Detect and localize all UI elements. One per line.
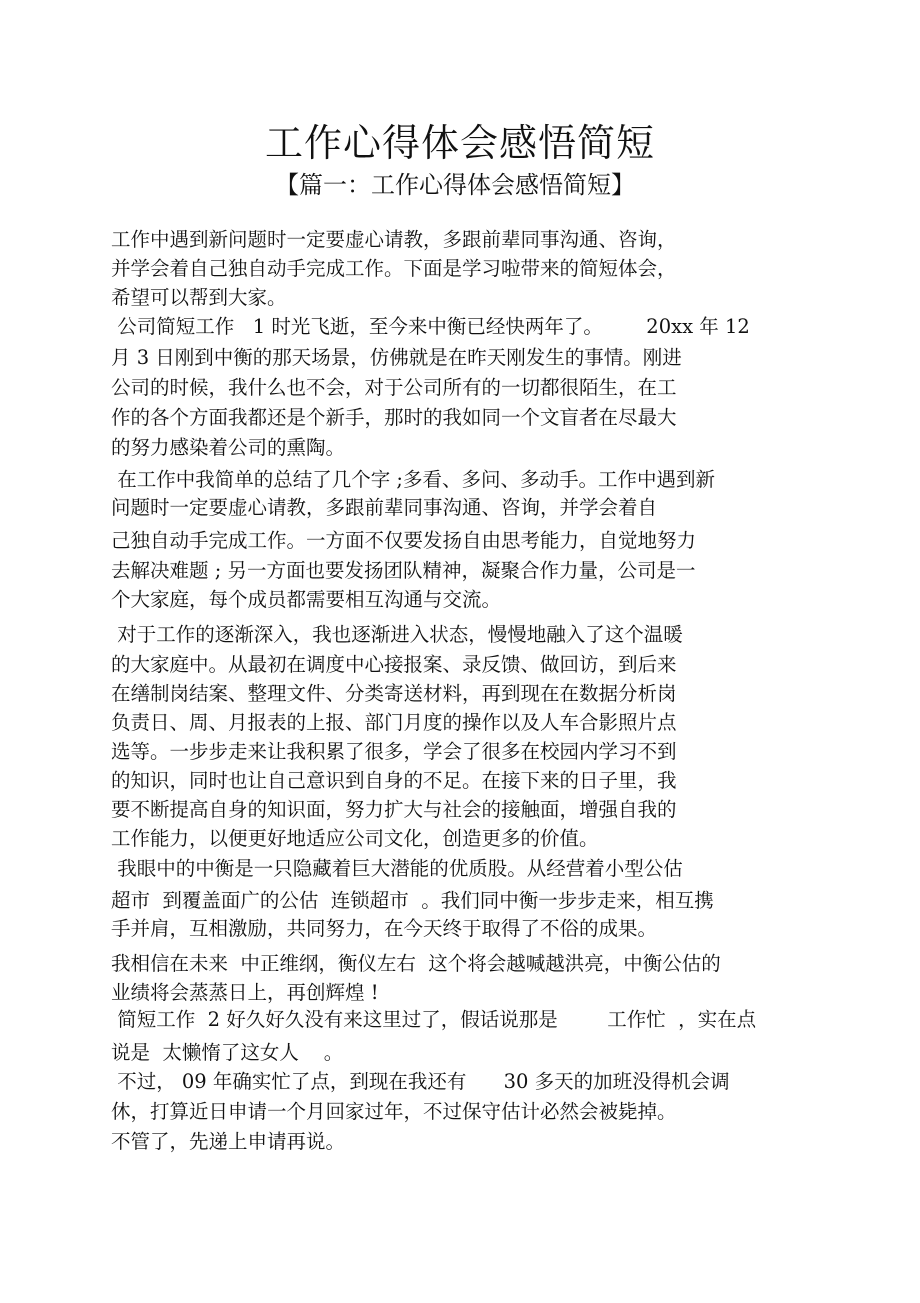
paragraph-line: 希望可以帮到大家。 — [111, 286, 287, 309]
paragraph-line: 工作能力，以便更好地适应公司文化，创造更多的价值。 — [111, 827, 599, 850]
paragraph-line: 去解决难题 ; 另一方面也要发扬团队精神，凝聚合作力量，公司是一 — [111, 559, 696, 582]
paragraph-line: 的大家庭中。从最初在调度中心接报案、录反馈、做回访，到后来 — [111, 653, 677, 676]
paragraph-line: 在工作中我简单的总结了几个字 ;多看、多问、多动手。工作中遇到新 — [111, 468, 715, 491]
paragraph-line: 工作中遇到新问题时一定要虚心请教，多跟前辈同事沟通、咨询， — [111, 228, 677, 251]
paragraph-line: 个大家庭，每个成员都需要相互沟通与交流。 — [111, 588, 502, 611]
paragraph-line: 并学会着自己独自动手完成工作。下面是学习啦带来的简短体会， — [111, 257, 677, 280]
paragraph-line: 问题时一定要虚心请教，多跟前辈同事沟通、咨询，并学会着自 — [111, 496, 658, 519]
paragraph-line: 要不断提高自身的知识面，努力扩大与社会的接触面，增强自我的 — [111, 798, 677, 821]
paragraph-line: 的知识，同时也让自己意识到自身的不足。在接下来的日子里，我 — [111, 769, 677, 792]
paragraph-line: 我眼中的中衡是一只隐藏着巨大潜能的优质股。从经营着小型公估 — [111, 857, 683, 880]
paragraph-line: 在缮制岗结案、整理文件、分类寄送材料，再到现在在数据分析岗 — [111, 682, 677, 705]
paragraph-line: 负责日、周、月报表的上报、部门月度的操作以及人车合影照片点 — [111, 711, 677, 734]
paragraph-line: 公司简短工作 1 时光飞逝，至今来中衡已经快两年了。 20xx 年 12 — [111, 315, 750, 338]
paragraph-line: 我相信在未来 中正维纲，衡仪左右 这个将会越喊越洪亮，中衡公估的 — [111, 952, 721, 975]
paragraph-line: 说是 太懒惰了这女人 。 — [111, 1041, 344, 1064]
paragraph-line: 公司的时候，我什么也不会，对于公司所有的一切都很陌生，在工 — [111, 376, 677, 399]
document-title: 工作心得体会感悟简短 — [264, 121, 655, 165]
paragraph-line: 手并肩，互相激励，共同努力，在今天终于取得了不俗的成果。 — [111, 917, 658, 940]
paragraph-line: 业绩将会蒸蒸日上，再创辉煌 ! — [111, 981, 379, 1004]
paragraph-line: 简短工作 2 好久好久没有来这里过了，假话说那是 工作忙 ，实在点 — [111, 1008, 757, 1031]
paragraph-line: 选等。一步步走来让我积累了很多，学会了很多在校园内学习不到 — [111, 740, 677, 763]
paragraph-line: 休，打算近日申请一个月回家过年，不过保守估计必然会被毙掉。 — [111, 1100, 677, 1123]
paragraph-line: 作的各个方面我都还是个新手，那时的我如同一个文盲者在尽最大 — [111, 406, 677, 429]
document-subtitle: 【篇一：工作心得体会感悟简短】 — [275, 171, 635, 199]
paragraph-line: 己独自动手完成工作。一方面不仅要发扬自由思考能力，自觉地努力 — [111, 529, 697, 552]
paragraph-line: 的努力感染着公司的熏陶。 — [111, 436, 346, 459]
paragraph-line: 不过， 09 年确实忙了点，到现在我还有 30 多天的加班没得机会调 — [111, 1070, 730, 1093]
paragraph-line: 月 3 日刚到中衡的那天场景，仿佛就是在昨天刚发生的事情。刚进 — [111, 346, 682, 369]
paragraph-line: 对于工作的逐渐深入，我也逐渐进入状态，慢慢地融入了这个温暖 — [111, 623, 683, 646]
paragraph-line: 超市 到覆盖面广的公估 连锁超市 。我们同中衡一步步走来，相互携 — [111, 889, 714, 912]
paragraph-line: 不管了，先递上申请再说。 — [111, 1130, 346, 1153]
